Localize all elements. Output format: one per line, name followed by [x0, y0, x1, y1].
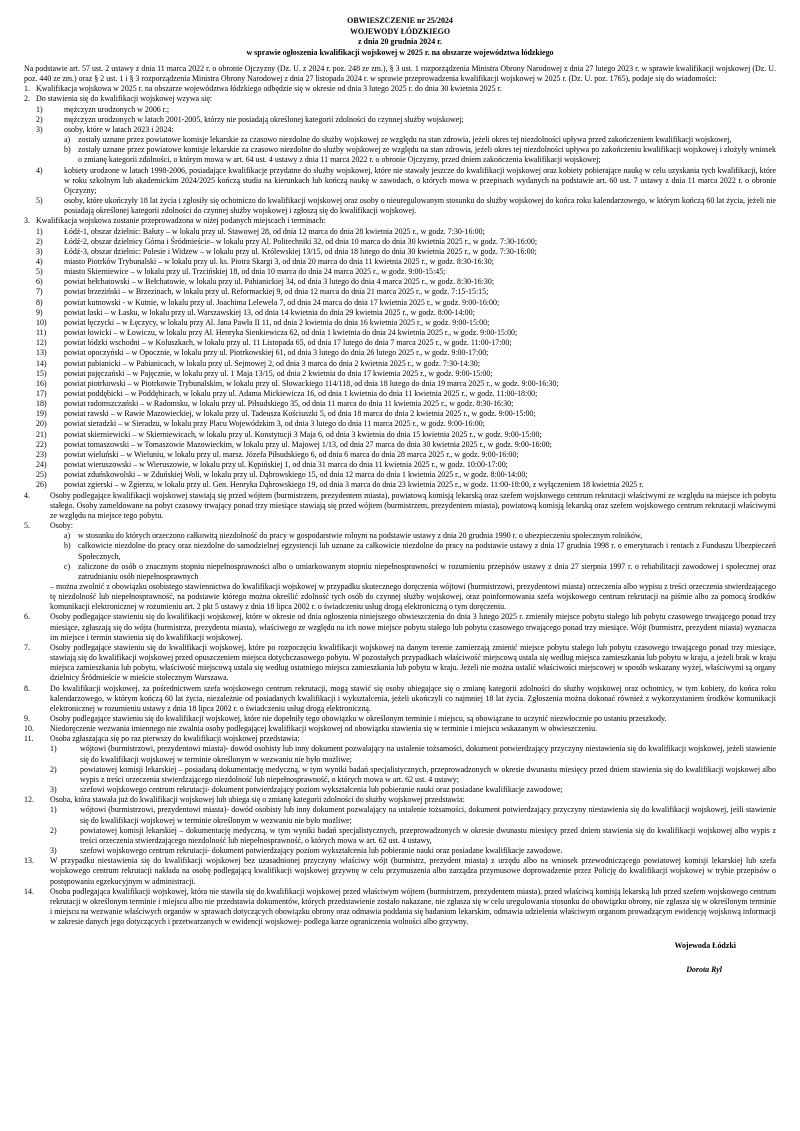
- section-5: 5. Osoby:: [24, 521, 73, 531]
- location-item: [24, 399, 776, 409]
- location-item-text: powiat łaski – w Łasku, w lokalu przy ul. Warszawskiej 13, od dnia 14 kwietnia do dnia 29 kwietnia 2025 r., w godz. 8:00-14:00;: [64, 307, 475, 317]
- location-item-number: 3): [36, 246, 43, 256]
- location-item: [24, 450, 776, 460]
- location-item: [24, 338, 776, 348]
- section-1: 1. Kwalifikacja wojskowa w 2025 r. na obszarze województwa łódzkiego odbędzie się w okresie od dnia 3 lutego 2025 r. do dnia 30 kwietnia 2025 r.: [24, 84, 502, 94]
- list-item: 4) kobiety urodzone w latach 1998-2006, posiadające kwalifikacje przydatne do służby wojskowej, które nie stawały jeszcze do kwalifikacji wojskowej oraz kobiety pobierające naukę w celu uzyskania tych kwalifikacji, które w roku szkolnym lub akademickim 2024/2025 kończą studia na kierunkach lub kończą naukę w zawodach, o których mowa w przepisach wydanych na podstawie art. 60 ust. 7 ustawy z dnia 11 marca 2022 r. o obronie Ojczyzny;: [36, 165, 776, 195]
- section-13: 13. W przypadku niestawienia się do kwalifikacji wojskowej bez uzasadnionej przyczyny właściwy wójt (burmistrz, prezydent miasta) z urzędu albo na wniosek przewodniczącego powiatowej komisji lekarskiej lub szefa wojskowego centrum rekrutacji nakłada na osobę podlegającą kwalifikacji wojskowej grzywnę w celu przymuszenia albo zarządza przymusowe doprowadzenie przez Policję do kwalifikacji wojskowej w trybie przepisów o postępowaniu egzekucyjnym w administracji.: [24, 856, 776, 886]
- section-11: 11. Osoba zgłaszająca się po raz pierwszy do kwalifikacji wojskowej przedstawia:: [24, 734, 300, 744]
- location-item-text: powiat radomszczański – w Radomsku, w lokalu przy ul. Piłsudskiego 35, od dnia 11 marca do dnia 11 kwietnia 2025 r., w godz. 8:30-16:30;: [64, 399, 514, 409]
- location-item-number: 26): [36, 480, 47, 490]
- location-item-number: 13): [36, 348, 47, 358]
- notice-date: z dnia 20 grudnia 2024 r.: [358, 37, 442, 46]
- list-item: c) zaliczone do osób o znacznym stopniu niepełnosprawności albo o umiarkowanym stopniu niepełnosprawności w rozumieniu przepisów ustawy z dnia 27 sierpnia 1997 r. o rehabilitacji zawodowej i społecznej oraz zatrudnianiu osób niepełnosprawnych: [64, 561, 776, 581]
- location-item-number: 8): [36, 297, 43, 307]
- location-item: [24, 247, 776, 257]
- section-7: 7. Osoby podlegające stawieniu się do kwalifikacji wojskowej, które po rozpoczęciu kwalifikacji wojskowej na danym terenie zamierzają zmienić miejsce pobytu stałego lub pobytu czasowego trwającego ponad trzy miesiące, stawiają się do kwalifikacji wojskowej przed opuszczeniem miejsca dotychczasowego pobytu. W pozostałych przypadkach właściwość miejscową ustala się według miejsca zamieszkania lub pobytu w kraju, a jeżeli brak w kraju miejsca zamieszkania lub pobytu, właściwość miejscową ustala się według ostatniego miejsca zamieszkania lub pobytu w kraju. Jeżeli nie można ustalić właściwości miejscowej w sposób wskazany wyżej, właściwymi są organy dzielnicy Śródmieście w mieście stołecznym Warszawa.: [24, 642, 776, 683]
- legal-basis: Na podstawie art. 57 ust. 2 ustawy z dnia 11 marca 2022 r. o obronie Ojczyzny (Dz. U. z 2024 r. poz. 248 ze zm.), § 3 ust. 1 rozporządzenia Ministra Obrony Narodowej z dnia 27 lutego 2023 r. w sprawie kwalifikacji wojskowej (Dz. U. poz. 440 ze zm.) oraz § 2 ust. 1 i § 3 rozporządzenia Ministra Obrony Narodowej z dnia 27 listopada 2024 r. w sprawie przeprowadzenia kwalifikacji wojskowej w 2025 r. (Dz. U. poz. 1765), podaje się do wiadomości:: [24, 64, 776, 84]
- location-item-number: 9): [36, 307, 43, 317]
- location-item-text: Łódź-1, obszar dzielnic: Bałuty – w lokalu przy ul. Stawowej 28, od dnia 12 marca do dnia 28 kwietnia 2025 r., w godz. 7:30-16:00;: [64, 226, 485, 236]
- location-item: [24, 328, 776, 338]
- section-3: 3. Kwalifikacja wojskowa zostanie przeprowadzona w niżej podanych miejscach i terminach:: [24, 216, 326, 226]
- location-item-number: 11): [36, 328, 47, 338]
- location-item-number: 16): [36, 378, 47, 388]
- location-item-text: powiat wieruszowski – w Wieruszowie, w lokalu przy ul. Kępińskiej 1, od dnia 31 marca do dnia 11 kwietnia 2025 r., w godz. 10:00-17:00;: [64, 460, 508, 470]
- list-item: 5) osoby, które ukończyły 18 lat życia i zgłosiły się ochotniczo do kwalifikacji wojskowej oraz osoby o nieuregulowanym stosunku do służby wojskowej do końca roku kalendarzowego, w którym kończą 60 lat życia, jeżeli nie posiadają określonej kategorii zdolności do czynnej służby wojskowej i zgłoszą się do kwalifikacji wojskowej.: [36, 196, 776, 216]
- location-item-number: 6): [36, 277, 43, 287]
- section-5-tail: – można zwolnić z obowiązku osobistego stawiennictwa do kwalifikacji wojskowej w przypadku skutecznego doręczenia wójtowi (burmistrzowi, prezydentowi miasta) orzeczenia albo wypisu z treści orzeczenia stwierdzającego tę niezdolność lub niepełnosprawność, na podstawie którego można określić zdolność tych osób do czynnej służby wojskowej, oraz poinformowania szefa wojskowego centrum rekrutacji na piśmie albo za pomocą środków komunikacji elektronicznej w rozumieniu art. 2 pkt 5 ustawy z dnia 18 lipca 2002 r. o świadczeniu usług drogą elektroniczną o tym doręczeniu.: [50, 581, 776, 612]
- location-item-text: powiat wieluński – w Wieluniu, w lokalu przy ul. marsz. Józefa Piłsudskiego 6, od dnia 6 marca do dnia 28 marca 2025 r., w godz. 9:00-16:00;: [64, 449, 519, 459]
- locations-list: [24, 227, 776, 491]
- section-6: 6. Osoby podlegające stawieniu się do kwalifikacji wojskowej, które w okresie od dnia ogłoszenia niniejszego obwieszczenia do dnia 3 lutego 2025 r. zmieniły miejsce pobytu stałego lub pobytu czasowego trwającego ponad trzy miesiące, zgłaszają się do wójta (burmistrza, prezydenta miasta), właściwego ze względu na ich nowe miejsce pobytu stałego lub pobytu czasowego trwającego ponad trzy miesiące. Wójt (burmistrz, prezydent miasta) wyznacza im miejsce i termin stawienia się do kwalifikacji wojskowej.: [24, 612, 776, 642]
- document-header: [24, 16, 776, 58]
- location-item-number: 7): [36, 287, 43, 297]
- location-item-text: powiat kutnowski - w Kutnie, w lokalu przy ul. Joachima Lelewela 7, od dnia 24 marca do dnia 17 kwietnia 2025 r., w godz. 9:00-16:00;: [64, 297, 500, 307]
- location-item-number: 12): [36, 338, 47, 348]
- location-item-text: powiat pabianicki – w Pabianicach, w lokalu przy ul. Sejmowej 2, od dnia 3 marca do dnia 2 kwietnia 2025 r., w godz. 7:30-14:30;: [64, 358, 480, 368]
- location-item-number: 5): [36, 267, 43, 277]
- location-item: [24, 440, 776, 450]
- location-item: [24, 348, 776, 358]
- location-item-text: powiat poddębicki – w Poddębicach, w lokalu przy ul. Adama Mickiewicza 16, od dnia 1 kwietnia do dnia 11 kwietnia 2025 r., w godz. 11:00-18:00;: [64, 389, 538, 398]
- location-item: [24, 369, 776, 379]
- location-item-text: powiat łęczycki – w Łęczycy, w lokalu przy Al. Jana Pawła II 11, od dnia 2 kwietnia do dnia 16 kwietnia 2025 r., w godz. 9:00-15:00;: [64, 317, 490, 327]
- list-item: 3) szefowi wojskowego centrum rekrutacji- dokument potwierdzający poziom wykształcenia lub pobieranie nauki oraz posiadane kwalifikacje zawodowe;: [50, 785, 563, 795]
- section-8: 8. Do kwalifikacji wojskowej, za pośrednictwem szefa wojskowego centrum rekrutacji, mogą stawić się osoby ubiegające się o zmianę kategorii zdolności do służby wojskowej oraz ochotnicy, w tym kobiety, do końca roku kalendarzowego, w którym kończą 60 lat życia, niezależnie od posiadanych kwalifikacji i wykształcenia, jeżeli ukończyli co najmniej 18 lat życia. Zgłoszenia można dokonać również z wykorzystaniem środków komunikacji elektronicznej w rozumieniu ustawy z dnia 18 lipca 2002 r. o świadczeniu usług drogą elektroniczną.: [24, 683, 776, 713]
- location-item-text: Łódź-3, obszar dzielnic: Polesie i Widzew – w lokalu przy ul. Królewskiej 13/15, od dnia 18 lutego do dnia 30 kwietnia 2025 r., w godz. 7:30-16:00;: [64, 246, 537, 256]
- location-item: [24, 460, 776, 470]
- notice-subject: w sprawie ogłoszenia kwalifikacji wojskowej w 2025 r. na obszarze województwa łódzkiego: [246, 47, 554, 57]
- location-item: [24, 308, 776, 318]
- location-item: [24, 480, 776, 490]
- location-item-text: powiat rawski – w Rawie Mazowieckiej, w lokalu przy ul. Tadeusza Kościuszki 5, od dnia 18 marca do dnia 2 kwietnia 2025 r., w godz. 9:00-15:00;: [64, 409, 536, 419]
- location-item-text: powiat opoczyński – w Opocznie, w lokalu przy ul. Piotrkowskiej 61, od dnia 3 lutego do dnia 26 lutego 2025 r., w godz. 9:00-17:00;: [64, 348, 489, 358]
- list-item: 2) powiatowej komisji lekarskiej – posiadaną dokumentację medyczną, w tym wyniki badań specjalistycznych, przeprowadzonych w okresie dwunastu miesięcy przed dniem stawienia się do kwalifikacji wojskowej albo wypis z treści orzeczenia stwierdzającego niezdolność lub niepełnosprawność, o których mowa w art. 62 ust. 4 ustawy;: [50, 764, 776, 784]
- location-item-number: 2): [36, 236, 43, 246]
- section-4: 4. Osoby podlegające kwalifikacji wojskowej stawiają się przed wójtem (burmistrzem, prezydentem miasta), powiatową komisją lekarską oraz szefem wojskowego centrum rekrutacji właściwymi ze względu na miejsce ich pobytu stałego. Osoby zameldowane na pobyt czasowy trwający ponad trzy miesiące stawiają się przed wójtem (burmistrzem, prezydentem miasta), powiatową komisją lekarską oraz szefem wojskowego centrum rekrutacji właściwymi ze względu na miejsce tego pobytu.: [24, 490, 776, 520]
- location-item: [24, 237, 776, 247]
- location-item: [24, 419, 776, 429]
- location-item-number: 15): [36, 368, 47, 378]
- location-item: [24, 227, 776, 237]
- location-item-number: 14): [36, 358, 47, 368]
- location-item-number: 17): [36, 389, 47, 398]
- location-item-number: 1): [36, 226, 43, 236]
- section-10: 10. Niedoręczenie wezwania imiennego nie zwalnia osoby podlegającej kwalifikacji wojskowej od obowiązku stawienia się w terminie i miejscu wskazanym w obwieszczeniu.: [24, 724, 598, 734]
- location-item-number: 23): [36, 449, 47, 459]
- section-14: 14. Osoba podlegająca kwalifikacji wojskowej, która nie stawiła się do kwalifikacji wojskowej przed właściwym wójtem (burmistrzem, prezydentem miasta), przed właściwą komisją lekarską lub przed szefem wojskowego centrum rekrutacji w określonym terminie i miejscu albo nie przedstawia dokumentów, których przedstawienie zostało nakazane, nie zgłasza się w celu uregulowania stosunku do obowiązku obrony, nie zgłasza się w określonym terminie i miejscu na wezwanie właściwych organów w sprawach dotyczących obowiązku obrony oraz odmawia poddania się badaniom lekarskim, odmawia udzielenia właściwym organom prowadzącym ewidencję wojskową informacji w zakresie danych jego dotyczących i przetwarzanych w ewidencji wojskowej- podlega karze ograniczenia wolności albo grzywny.: [24, 886, 776, 927]
- location-item-text: Łódź-2, obszar dzielnicy Górna i Śródmieście– w lokalu przy Al. Politechniki 32, od dnia 10 marca do dnia 30 kwietnia 2025 r., w godz. 7:30-16:00;: [64, 236, 538, 246]
- location-item-number: 22): [36, 439, 47, 449]
- list-item: b) całkowicie niezdolne do pracy oraz niezdolne do samodzielnej egzystencji lub uznane za całkowicie niezdolne do pracy na podstawie ustawy z dnia 17 grudnia 1998 r. o emeryturach i rentach z Funduszu Ubezpieczeń Społecznych,: [64, 541, 776, 561]
- location-item-text: powiat zgierski – w Zgierzu, w lokalu przy ul. Gen. Henryka Dąbrowskiego 19, od dnia 3 marca do dnia 23 kwietnia 2025 r., w godz. 11:00-18:00, z wyłączeniem 18 kwietnia 2025 r.: [64, 480, 644, 490]
- section-2: 2. Do stawienia się do kwalifikacji wojskowej wzywa się:: [24, 94, 213, 104]
- location-item: [24, 430, 776, 440]
- location-item-text: powiat skierniewicki – w Skierniewicach, w lokalu przy ul. Konstytucji 3 Maja 6, od dnia 3 kwietnia do dnia 15 kwietnia 2025 r., w godz. 9:00-15:00;: [64, 429, 542, 439]
- location-item: [24, 298, 776, 308]
- location-item-number: 19): [36, 409, 47, 419]
- location-item-text: powiat tomaszowski – w Tomaszowie Mazowieckim, w lokalu przy ul. Majowej 1/13, od dnia 27 marca do dnia 30 kwietnia 2025 r., w godz. 9:00-16:00;: [64, 439, 552, 449]
- list-item: 2) mężczyzn urodzonych w latach 2001-2005, którzy nie posiadają określonej kategorii zdolności do czynnej służby wojskowej;: [36, 114, 464, 124]
- location-item: [24, 318, 776, 328]
- location-item-text: powiat piotrkowski – w Piotrkowie Trybunalskim, w lokalu przy ul. Słowackiego 114/118, od dnia 18 lutego do dnia 19 marca 2025 r., w godz. 9:00-16:30;: [64, 378, 559, 388]
- list-item: a) zostały uznane przez powiatowe komisje lekarskie za czasowo niezdolne do służby wojskowej ze względu na stan zdrowia, jeżeli okres tej niezdolności upływa przed zakończeniem kwalifikacji wojskowej,: [64, 135, 732, 145]
- list-item: 3) szefowi wojskowego centrum rekrutacji- dokument potwierdzający poziom wykształcenia lub pobieranie nauki oraz posiadane kwalifikacje zawodowe.: [50, 846, 563, 856]
- location-item: [24, 379, 776, 389]
- location-item: [24, 389, 776, 399]
- section-12: 12. Osoba, która stawała już do kwalifikacji wojskowej lub ubiega się o zmianę kategorii zdolności do służby wojskowej przedstawia:: [24, 795, 465, 805]
- location-item: [24, 359, 776, 369]
- location-item-text: miasto Skierniewice – w lokalu przy ul. Trzcińskiej 18, od dnia 10 marca do dnia 24 marca 2025 r., w godz. 9:00-15:45;: [64, 267, 446, 277]
- list-item: 3) osoby, które w latach 2023 i 2024:: [36, 124, 174, 134]
- location-item-text: powiat łódzki wschodni – w Koluszkach, w lokalu przy ul. 11 Listopada 65, od dnia 17 lutego do dnia 7 marca 2025 r., w godz. 11:00-17:00;: [64, 338, 512, 348]
- location-item-text: powiat zduńskowolski – w Zduńskiej Woli, w lokalu przy ul. Dąbrowskiego 15, od dnia 12 marca do dnia 1 kwietnia 2025 r., w godz. 8:00-14:00;: [64, 470, 528, 480]
- signatory-title: Wojewoda Łódzki: [674, 941, 736, 951]
- section-9: 9. Osoby podlegające stawieniu się do kwalifikacji wojskowej, które nie dopełniły tego obowiązku w określonym terminie i miejscu, są obowiązane to uczynić niezwłocznie po ustaniu przeszkody.: [24, 714, 667, 723]
- location-item: [24, 267, 776, 277]
- list-item: 1) wójtowi (burmistrzowi, prezydentowi miasta)- dowód osobisty lub inny dokument pozwalający na ustalenie tożsamości, dokument potwierdzający przyczyny niestawienia się do kwalifikacji wojskowej, jeśli stawienie się do kwalifikacji wojskowej w terminie określonym w wezwaniu nie było możliwe;: [50, 805, 776, 825]
- location-item-text: powiat sieradzki – w Sieradzu, w lokalu przy Placu Wojewódzkim 3, od dnia 3 lutego do dnia 11 marca 2025 r., w godz. 9:00-16:00;: [64, 419, 485, 429]
- location-item-text: powiat bełchatowski – w Bełchatowie, w lokalu przy ul. Pabianickiej 34, od dnia 3 lutego do dnia 4 marca 2025 r., w godz. 8:30-16:30;: [64, 277, 495, 287]
- signatory-name: Dorota Ryl: [686, 965, 722, 975]
- signature-block: [24, 941, 776, 975]
- notice-number: OBWIESZCZENIE nr 25/2024: [347, 16, 453, 25]
- location-item-text: miasto Piotrków Trybunalski – w lokalu przy ul. ks. Piotra Skargi 3, od dnia 20 marca do dnia 11 kwietnia 2025 r., w godz. 8:30-16:30;: [64, 256, 494, 266]
- list-item: a) w stosunku do których orzeczono całkowitą niezdolność do pracy w gospodarstwie rolnym na podstawie ustawy z dnia 20 grudnia 1990 r. o ubezpieczeniu społecznym rolników,: [64, 531, 643, 541]
- list-item: 1) wójtowi (burmistrzowi, prezydentowi miasta)- dowód osobisty lub inny dokument pozwalający na ustalenie tożsamości, dokument potwierdzający przyczyny niestawienia się do kwalifikacji wojskowej, jeżeli stawienie się do kwalifikacji wojskowej w terminie określonym w wezwaniu nie było możliwe;: [50, 744, 776, 764]
- list-item: b) zostały uznane przez powiatowe komisje lekarskie za czasowo niezdolne do służby wojskowej ze względu na stan zdrowia, jeżeli okres tej niezdolności upływa po zakończeniu kwalifikacji wojskowej i złożyły wniosek o zmianę kategorii zdolności, o którym mowa w art. 64 ust. 4 ustawy z dnia 11 marca 2022 r. o obronie Ojczyzny, przed dniem zakończenia kwalifikacji wojskowej;: [64, 145, 776, 165]
- location-item-number: 25): [36, 470, 47, 480]
- location-item: [24, 257, 776, 267]
- location-item-text: powiat pajęczański – w Pajęcznie, w lokalu przy ul. 1 Maja 13/15, od dnia 2 kwietnia do dnia 17 kwietnia 2025 r., w godz. 9:00-15:00;: [64, 368, 493, 378]
- location-item: [24, 409, 776, 419]
- location-item-text: powiat brzeziński – w Brzezinach, w lokalu przy ul. Reformackiej 9, od dnia 12 marca do dnia 21 marca 2025 r., w godz. 7:15-15:15;: [64, 287, 489, 297]
- issuer: WOJEWODY ŁÓDZKIEGO: [349, 26, 451, 36]
- location-item: [24, 277, 776, 287]
- list-item: 1) mężczyzn urodzonych w 2006 r.;: [36, 104, 170, 114]
- location-item: [24, 470, 776, 480]
- location-item-number: 21): [36, 429, 47, 439]
- location-item-number: 4): [36, 256, 43, 266]
- location-item: [24, 287, 776, 297]
- location-item-number: 10): [36, 317, 47, 327]
- location-item-number: 18): [36, 399, 47, 409]
- list-item: 2) powiatowej komisji lekarskiej – dokumentację medyczną, w tym wyniki badań specjalistycznych, przeprowadzonych w okresie dwunastu miesięcy przed dniem stawienia się do kwalifikacji wojskowej albo wypis z treści orzeczenia stwierdzającego niezdolność lub niepełnosprawność, o których mowa w art. 62 ust. 4 ustawy,: [50, 825, 776, 845]
- location-item-number: 24): [36, 460, 47, 470]
- location-item-text: powiat łowicki – w Łowiczu, w lokalu przy Al. Henryka Sienkiewicza 62, od dnia 1 kwietnia do dnia 24 kwietnia 2025 r., w godz. 9:00-15:00;: [64, 328, 518, 338]
- location-item-number: 20): [36, 419, 47, 429]
